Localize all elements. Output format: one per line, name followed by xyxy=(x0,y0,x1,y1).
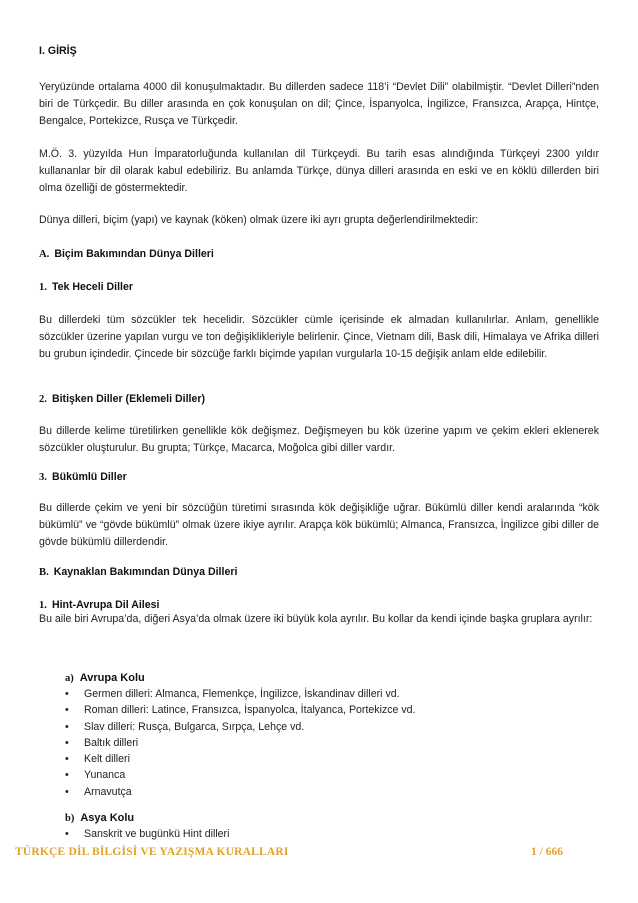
paragraph-tek-heceli: Bu dillerdeki tüm sözcükler tek hecelidir. Sözcükler cümle içerisinde ek almadan kullanılırlar. Anlam, genellikle sözcükler üzerine yapılan vurgu ve ton değişiklikleriyle belirlenir. Çince, Vietnam dili, Bask dili, Himalaya ve Afrika dilleri bu grubun içindedir. Çincede bir sözcüğe farklı biçimde yapılan vurgularla 10-15 değişik anlam elde edilebilir. xyxy=(39,314,599,360)
subsection-1-title: Tek Heceli Diller xyxy=(51,281,134,293)
section-b-heading xyxy=(39,565,237,580)
list-item: • Sanskrit ve bugünkü Hint dilleri xyxy=(65,826,229,842)
branch-b-letter: b) xyxy=(65,813,75,824)
list-item: • Baltık dilleri xyxy=(65,735,416,751)
section-a-heading xyxy=(39,247,214,262)
subsection-1-heading xyxy=(39,280,133,295)
subsection-2-title: Bitişken Diller (Eklemeli Diller) xyxy=(51,393,206,405)
footer-title: TÜRKÇE DİL BİLGİSİ VE YAZIŞMA KURALLARI xyxy=(15,846,289,858)
subsection-1-number: 1. xyxy=(39,282,47,293)
paragraph-intro-3: Dünya dilleri, biçim (yapı) ve kaynak (köken) olmak üzere iki ayrı grupta değerlendirilmektedir: xyxy=(39,214,479,226)
list-item: • Kelt dilleri xyxy=(65,751,416,767)
paragraph-bukumlu: Bu dillerde çekim ve yeni bir sözcüğün türetimi sırasında kök değişikliğe uğrar. Bükümlü diller kendi aralarında “kök bükümlü” ve “gövde bükümlü” olmak üzere ikiye ayrılır. Arapça kök bükümlü; Almanca, Fransızca, İngilizce gibi diller de gövde bükümlü dillerdendir. xyxy=(39,502,599,548)
paragraph-hint-avrupa: Bu aile biri Avrupa’da, diğeri Asya’da olmak üzere iki büyük kola ayrılır. Bu kollar da kendi içinde başka gruplara ayrılır: xyxy=(39,613,593,625)
branch-a-heading xyxy=(65,671,145,686)
list-item: • Slav dilleri: Rusça, Bulgarca, Sırpça, Lehçe vd. xyxy=(65,719,416,735)
branch-b-heading xyxy=(65,811,134,826)
page-number: 1 / 666 xyxy=(531,846,563,858)
section-a-title: Biçim Bakımından Dünya Dilleri xyxy=(54,248,214,260)
branch-a-letter: a) xyxy=(65,673,74,684)
section-b-number: B. xyxy=(39,567,49,578)
family-1-title: Hint-Avrupa Dil Ailesi xyxy=(51,599,160,611)
subsection-3-heading xyxy=(39,470,127,485)
list-item: • Roman dilleri: Latince, Fransızca, İspanyolca, İtalyanca, Portekizce vd. xyxy=(65,702,416,718)
document-page xyxy=(39,0,599,903)
branch-b-title: Asya Kolu xyxy=(80,812,135,824)
branch-a-list xyxy=(65,686,416,800)
subsection-2-heading xyxy=(39,392,205,407)
subsection-2-number: 2. xyxy=(39,394,47,405)
heading-intro: I. GİRİŞ xyxy=(39,45,77,57)
list-item: • Germen dilleri: Almanca, Flemenkçe, İngilizce, İskandinav dilleri vd. xyxy=(65,686,416,702)
branch-b-list xyxy=(65,826,229,842)
paragraph-intro-2: M.Ö. 3. yüzyılda Hun İmparatorluğunda kullanılan dil Türkçeydi. Bu tarih esas alındığında Türkçeyi 2300 yıldır kullananlar bir dil olarak kabul edebiliriz. Bu anlamda Türkçe, dünya dilleri arasında en eski ve en köklü dillerden biri olma özelliği de göstermektedir. xyxy=(39,148,599,194)
page-footer xyxy=(15,846,563,866)
subsection-3-title: Bükümlü Diller xyxy=(51,471,127,483)
family-1-number: 1. xyxy=(39,600,47,611)
list-item: • Arnavutça xyxy=(65,784,416,800)
paragraph-intro-1: Yeryüzünde ortalama 4000 dil konuşulmaktadır. Bu dillerden sadece 118’i “Devlet Dili” olabilmiştir. “Devlet Dilleri”nden biri de Türkçedir. Bu diller arasında en çok konuşulan on dil; Çince, İspanyolca, İngilizce, Fransızca, Arapça, Hintçe, Bengalce, Portekizce, Rusça ve Türkçedir. xyxy=(39,81,599,127)
list-item: • Yunanca xyxy=(65,767,416,783)
paragraph-bitisken: Bu dillerde kelime türetilirken genellikle kök değişmez. Değişmeyen bu kök üzerine yapım ve çekim ekleri eklenerek sözcükler oluşturulur. Bu grupta; Türkçe, Macarca, Moğolca gibi diller vardır. xyxy=(39,425,599,454)
subsection-3-number: 3. xyxy=(39,472,47,483)
section-b-title: Kaynaklan Bakımından Dünya Dilleri xyxy=(53,566,238,578)
section-a-number: A. xyxy=(39,249,50,260)
branch-a-title: Avrupa Kolu xyxy=(79,672,145,684)
